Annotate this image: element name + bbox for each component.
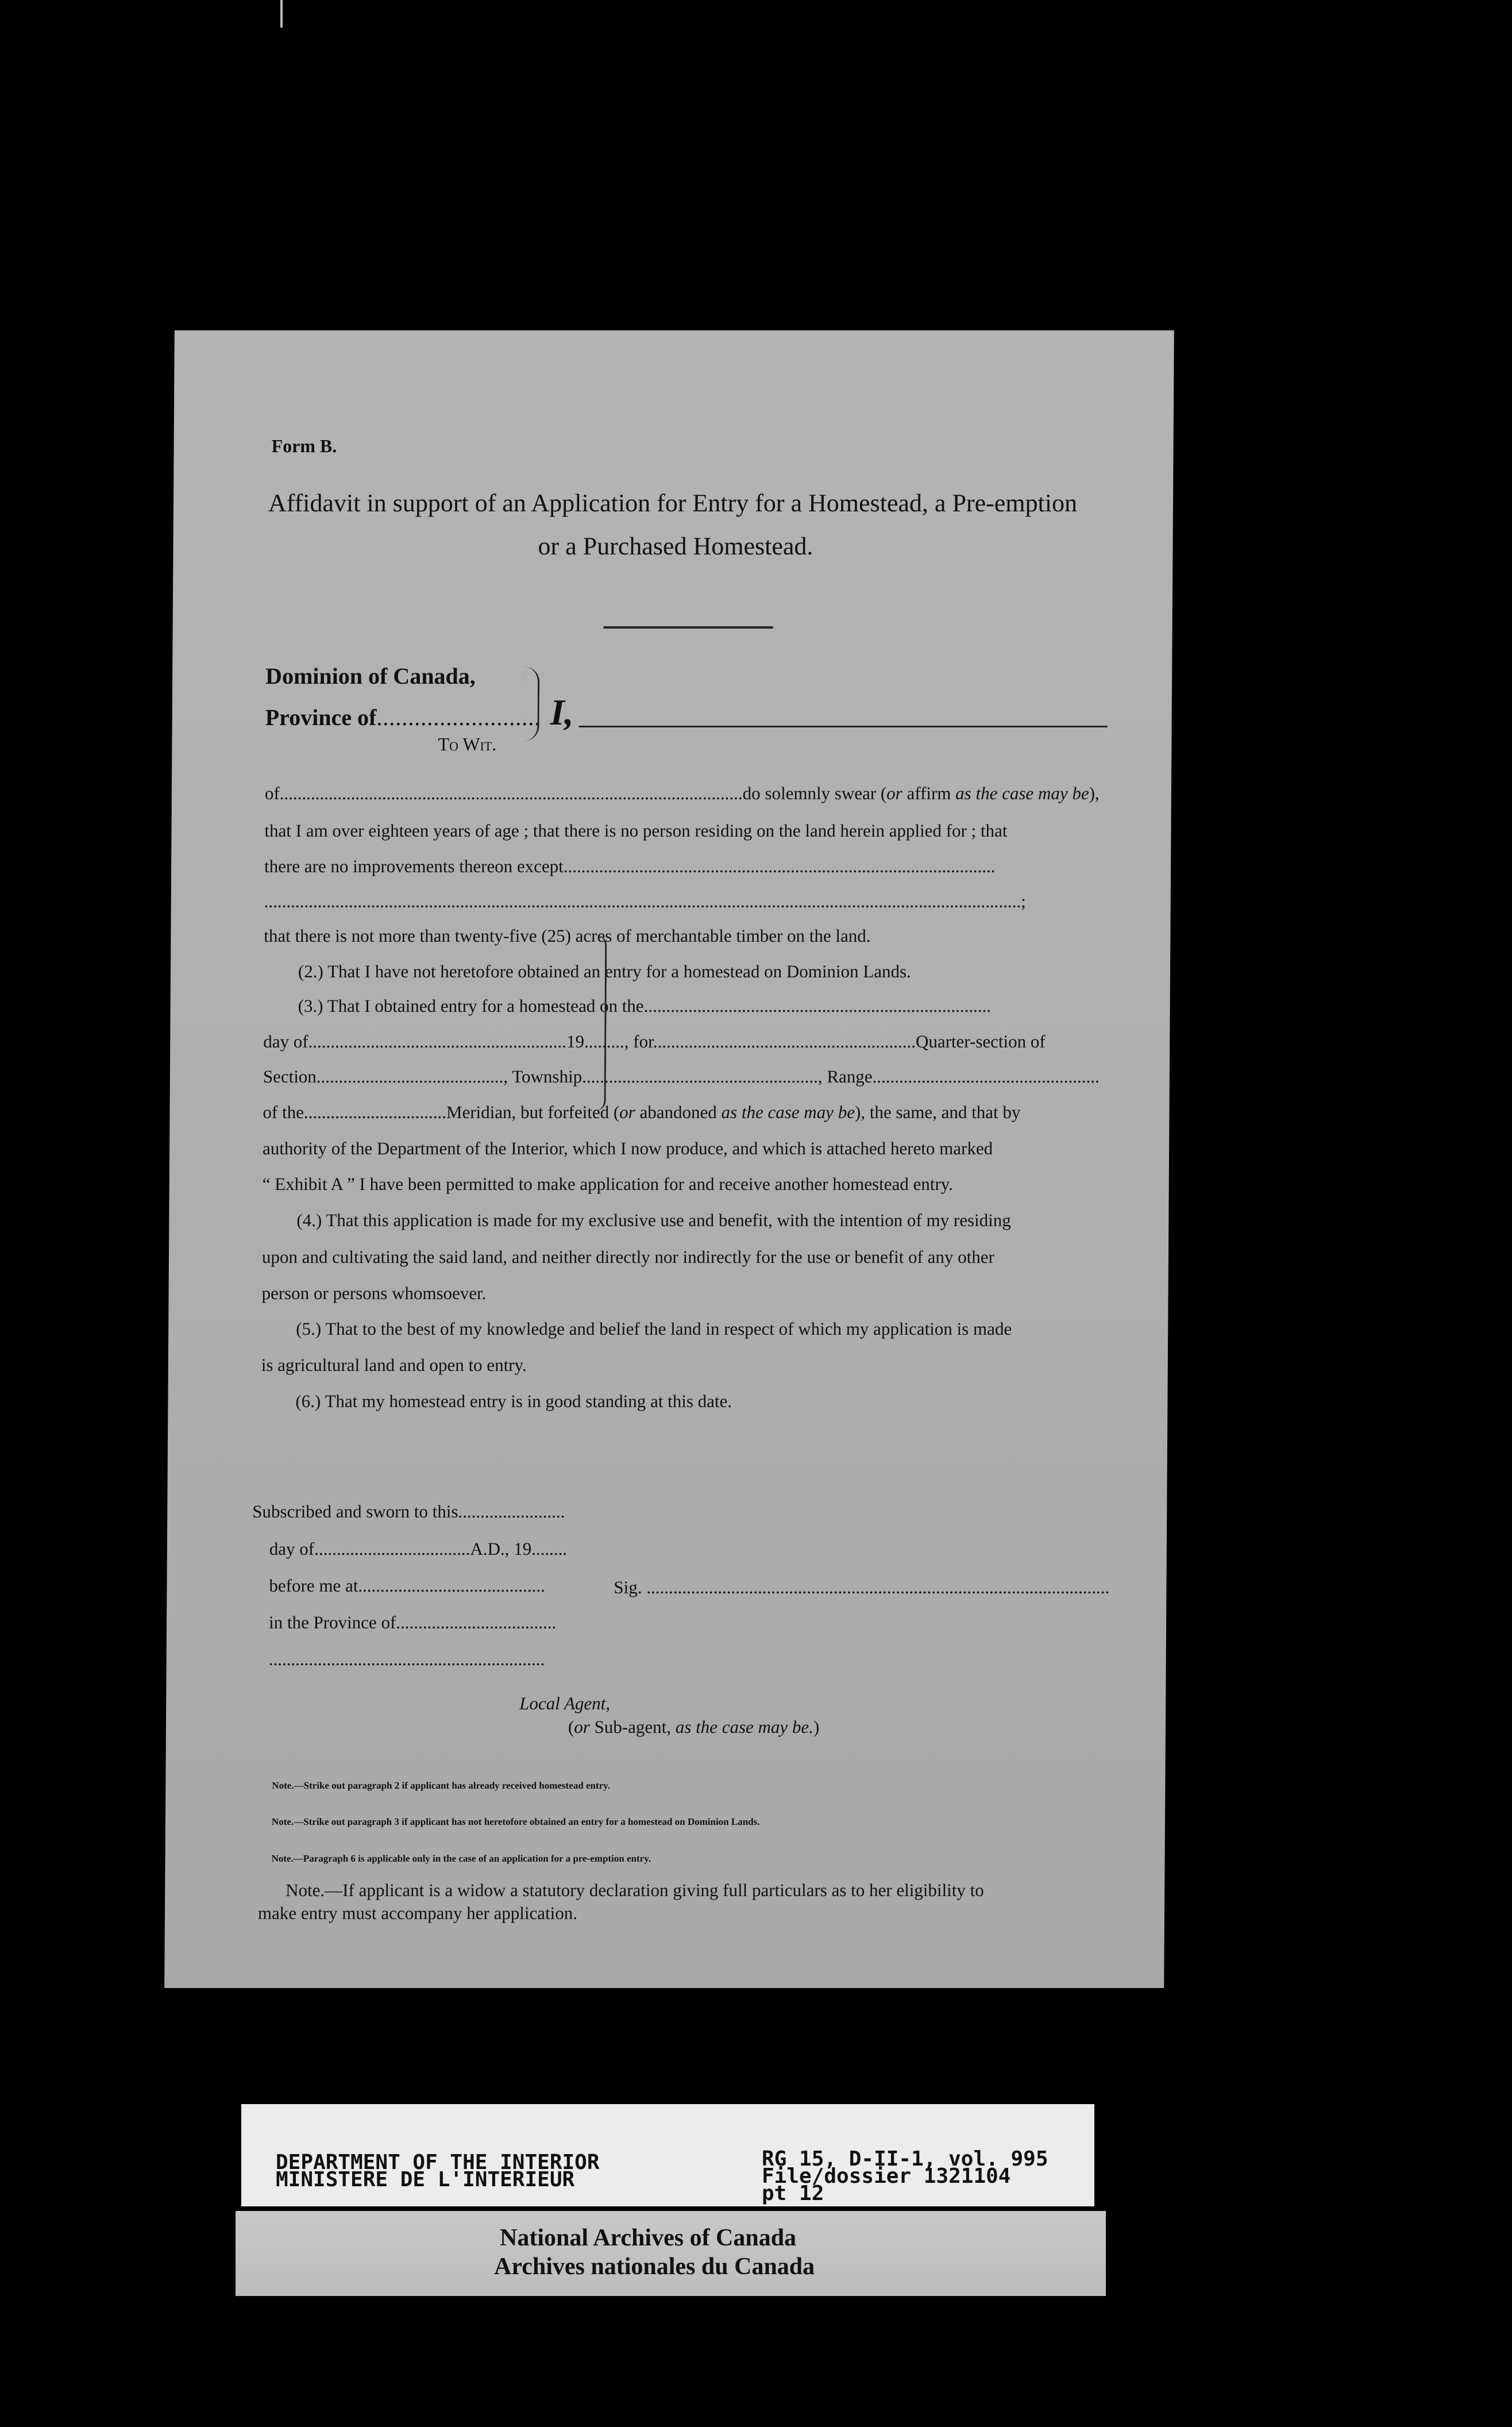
sub-agent-label: (or Sub-agent, as the case may be.) (568, 1717, 820, 1737)
jurat-line-5: .............................................................. (268, 1649, 545, 1669)
note-4-line-1: Note.—If applicant is a widow a statutory declaration giving full particulars as to her eligibility to (286, 1880, 984, 1900)
signature-line: Sig. ........................................................................................................ (614, 1577, 1110, 1597)
province-label: Province of (265, 704, 377, 730)
deponent-name-line (579, 726, 1108, 727)
jurat-line-2: day of...................................A.D., 19........ (269, 1539, 568, 1559)
province-blank: .......................... (376, 704, 541, 730)
body-line-8: Section.........................................., Township....................................................., Range................................................... (263, 1066, 1100, 1087)
note-3: Note.—Paragraph 6 is applicable only in the case of an application for a pre-emption entry. (271, 1853, 651, 1864)
jurat-bracket (594, 935, 607, 1111)
record-group-ref: RG 15, D-II-1, vol. 995 (762, 2147, 1048, 2171)
body-line-10: authority of the Department of the Interior, which I now produce, and which is attached hereto marked (263, 1138, 993, 1158)
body-line-5: that there is not more than twenty-five (25) acres of merchantable timber on the land. (264, 926, 871, 946)
department-en: DEPARTMENT OF THE INTERIOR (276, 2151, 600, 2174)
archives-stamp (236, 2211, 1106, 2296)
title-rule (604, 626, 773, 629)
body-line-14: person or persons whomsoever. (261, 1283, 487, 1303)
paragraph-2: (2.) That I have not heretofore obtained an entry for a homestead on Dominion Lands. (298, 961, 911, 981)
form-sheet (164, 330, 1174, 1988)
to-wit-label: To Wit. (438, 734, 497, 754)
paragraph-4: (4.) That this application is made for my exclusive use and benefit, with the intention of my residing (296, 1210, 1011, 1230)
deponent-i: I, (550, 692, 574, 733)
note-4-line-2: make entry must accompany her application. (257, 1903, 578, 1923)
body-line-3: there are no improvements thereon except................................................................................................. (264, 856, 996, 876)
archive-reference-label (241, 2104, 1094, 2206)
body-line-1: of........................................................................................................do solemnly swear (or affirm as the case may be), (264, 783, 1100, 803)
department-fr: MINISTERE DE L'INTERIEUR (276, 2168, 575, 2191)
film-scratch (280, 0, 283, 28)
form-label: Form B. (271, 436, 337, 456)
jurat-line-4: in the Province of.................................... (268, 1612, 557, 1632)
body-line-9: of the................................Meridian, but forfeited (or abandoned as the case may be), the same, and that by (263, 1102, 1021, 1122)
body-line-11: “ Exhibit A ” I have been permitted to make application for and receive another homestead entry. (262, 1174, 954, 1194)
archives-name-en: National Archives of Canada (500, 2225, 797, 2251)
file-ref: File/dossier 1321104 (762, 2164, 1011, 2188)
venue-bracket (523, 667, 539, 741)
province-field (265, 704, 541, 731)
form-title-line2: or a Purchased Homestead. (538, 532, 813, 560)
local-agent-label: Local Agent, (519, 1693, 611, 1713)
archives-name-fr: Archives nationales du Canada (494, 2253, 815, 2280)
jurat-line-3: before me at.......................................... (269, 1575, 545, 1596)
note-1: Note.—Strike out paragraph 2 if applicant has already received homestead entry. (272, 1780, 611, 1791)
part-ref: pt 12 (762, 2182, 824, 2205)
paragraph-3: (3.) That I obtained entry for a homestead on the.............................................................................. (298, 996, 992, 1016)
body-line-2: that I am over eighteen years of age ; that there is no person residing on the land herein applied for ; that (264, 820, 1008, 841)
jurat-line-1: Subscribed and sworn to this........................ (252, 1501, 565, 1521)
dominion-label: Dominion of Canada, (265, 663, 476, 689)
note-2: Note.—Strike out paragraph 3 if applicant has not heretofore obtained an entry for a homestead on Dominion Lands. (271, 1816, 760, 1827)
paragraph-6: (6.) That my homestead entry is in good standing at this date. (295, 1391, 732, 1411)
form-title-line1: Affidavit in support of an Application for Entry for a Homestead, a Pre-emption (268, 489, 1078, 517)
body-line-16: is agricultural land and open to entry. (261, 1355, 527, 1375)
body-line-13: upon and cultivating the said land, and neither directly nor indirectly for the use or benefit of any other (261, 1247, 994, 1267)
body-line-4: ..........................................................................................................................................................................; (264, 891, 1026, 911)
body-line-7: day of..........................................................19........., for...........................................................Quarter-section of (263, 1031, 1046, 1051)
paragraph-5: (5.) That to the best of my knowledge and belief the land in respect of which my application is made (296, 1319, 1012, 1339)
